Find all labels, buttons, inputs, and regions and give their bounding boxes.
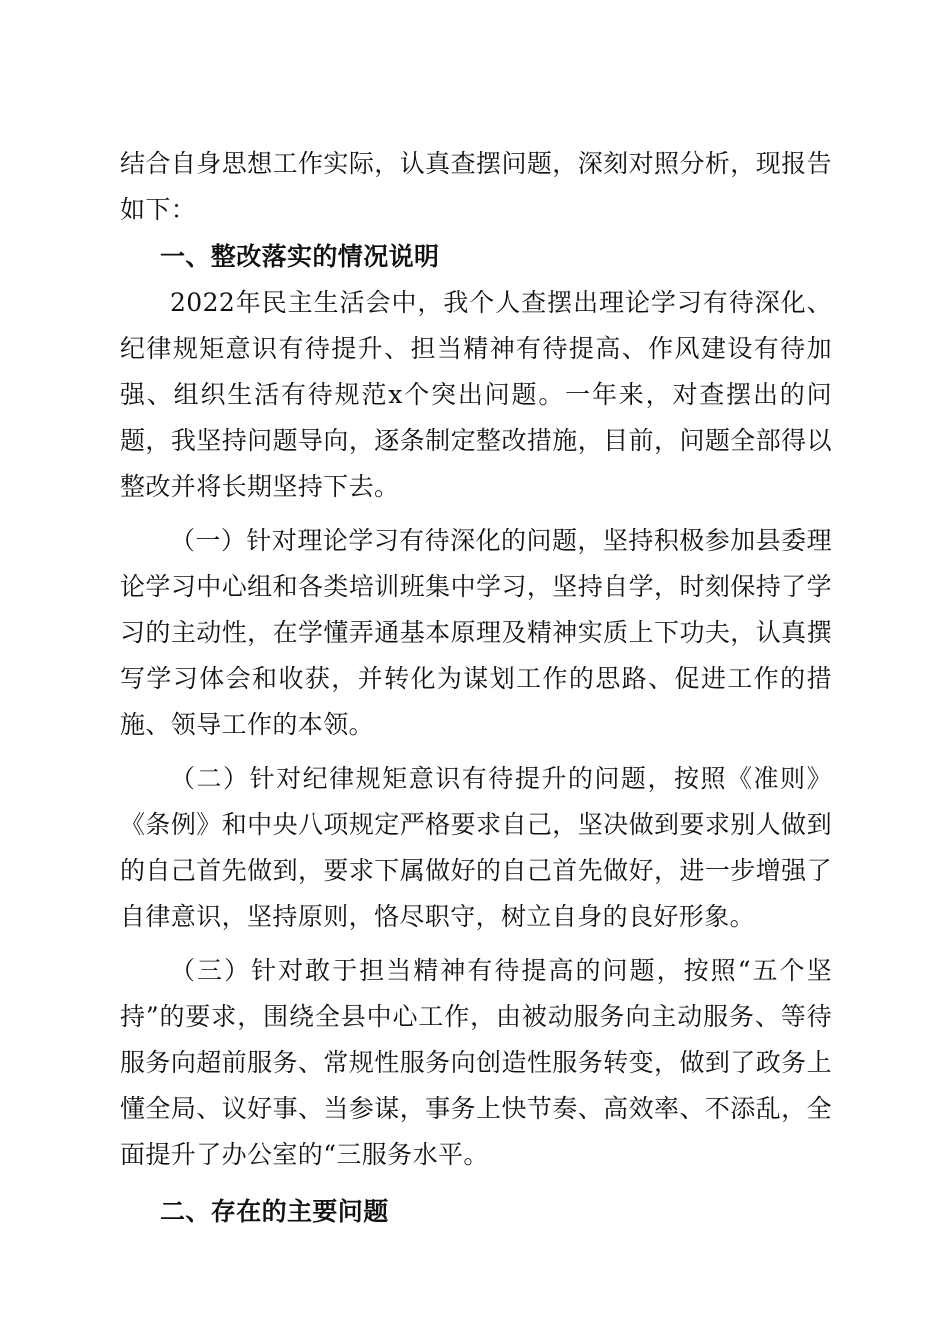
intro-paragraph: 2022年民主生活会中，我个人查摆出理论学习有待深化、纪律规矩意识有待提升、担当精神有待提高、作风建设有待加强、组织生活有待规范x个突出问题。一年来，对查摆出的问题，我坚持问题导向，逐条制定整改措施，目前，问题全部得以整改并将长期坚持下去。 xyxy=(120,288,832,501)
item-paragraph-2: （二）针对纪律规矩意识有待提升的问题，按照《准则》《条例》和中央八项规定严格要求自己，坚决做到要求别人做到的自己首先做到，要求下属做好的自己首先做好，进一步增强了自律意识，坚持原则，恪尽职守，树立自身的良好形象。 xyxy=(120,764,832,931)
section-heading-2: 二、存在的主要问题 xyxy=(160,1197,389,1226)
item-paragraph-3: （三）针对敢于担当精神有待提高的问题，按照“五个坚持”的要求，围绕全县中心工作，由被动服务向主动服务、等待服务向超前服务、常规性服务向创造性服务转变，做到了政务上懂全局、议好事、当参谋，事务上快节奏、高效率、不添乱，全面提升了办公室的“三服务水平。 xyxy=(120,956,832,1169)
item-paragraph-1: （一）针对理论学习有待深化的问题，坚持积极参加县委理论学习中心组和各类培训班集中学习，坚持自学，时刻保持了学习的主动性，在学懂弄通基本原理及精神实质上下功夫，认真撰写学习体会和收获，并转化为谋划工作的思路、促进工作的措施、领导工作的本领。 xyxy=(120,526,832,739)
continuation-paragraph: 结合自身思想工作实际，认真查摆问题，深刻对照分析，现报告如下： xyxy=(120,149,832,224)
section-heading-1: 一、整改落实的情况说明 xyxy=(160,242,440,271)
document-body xyxy=(120,141,832,1235)
